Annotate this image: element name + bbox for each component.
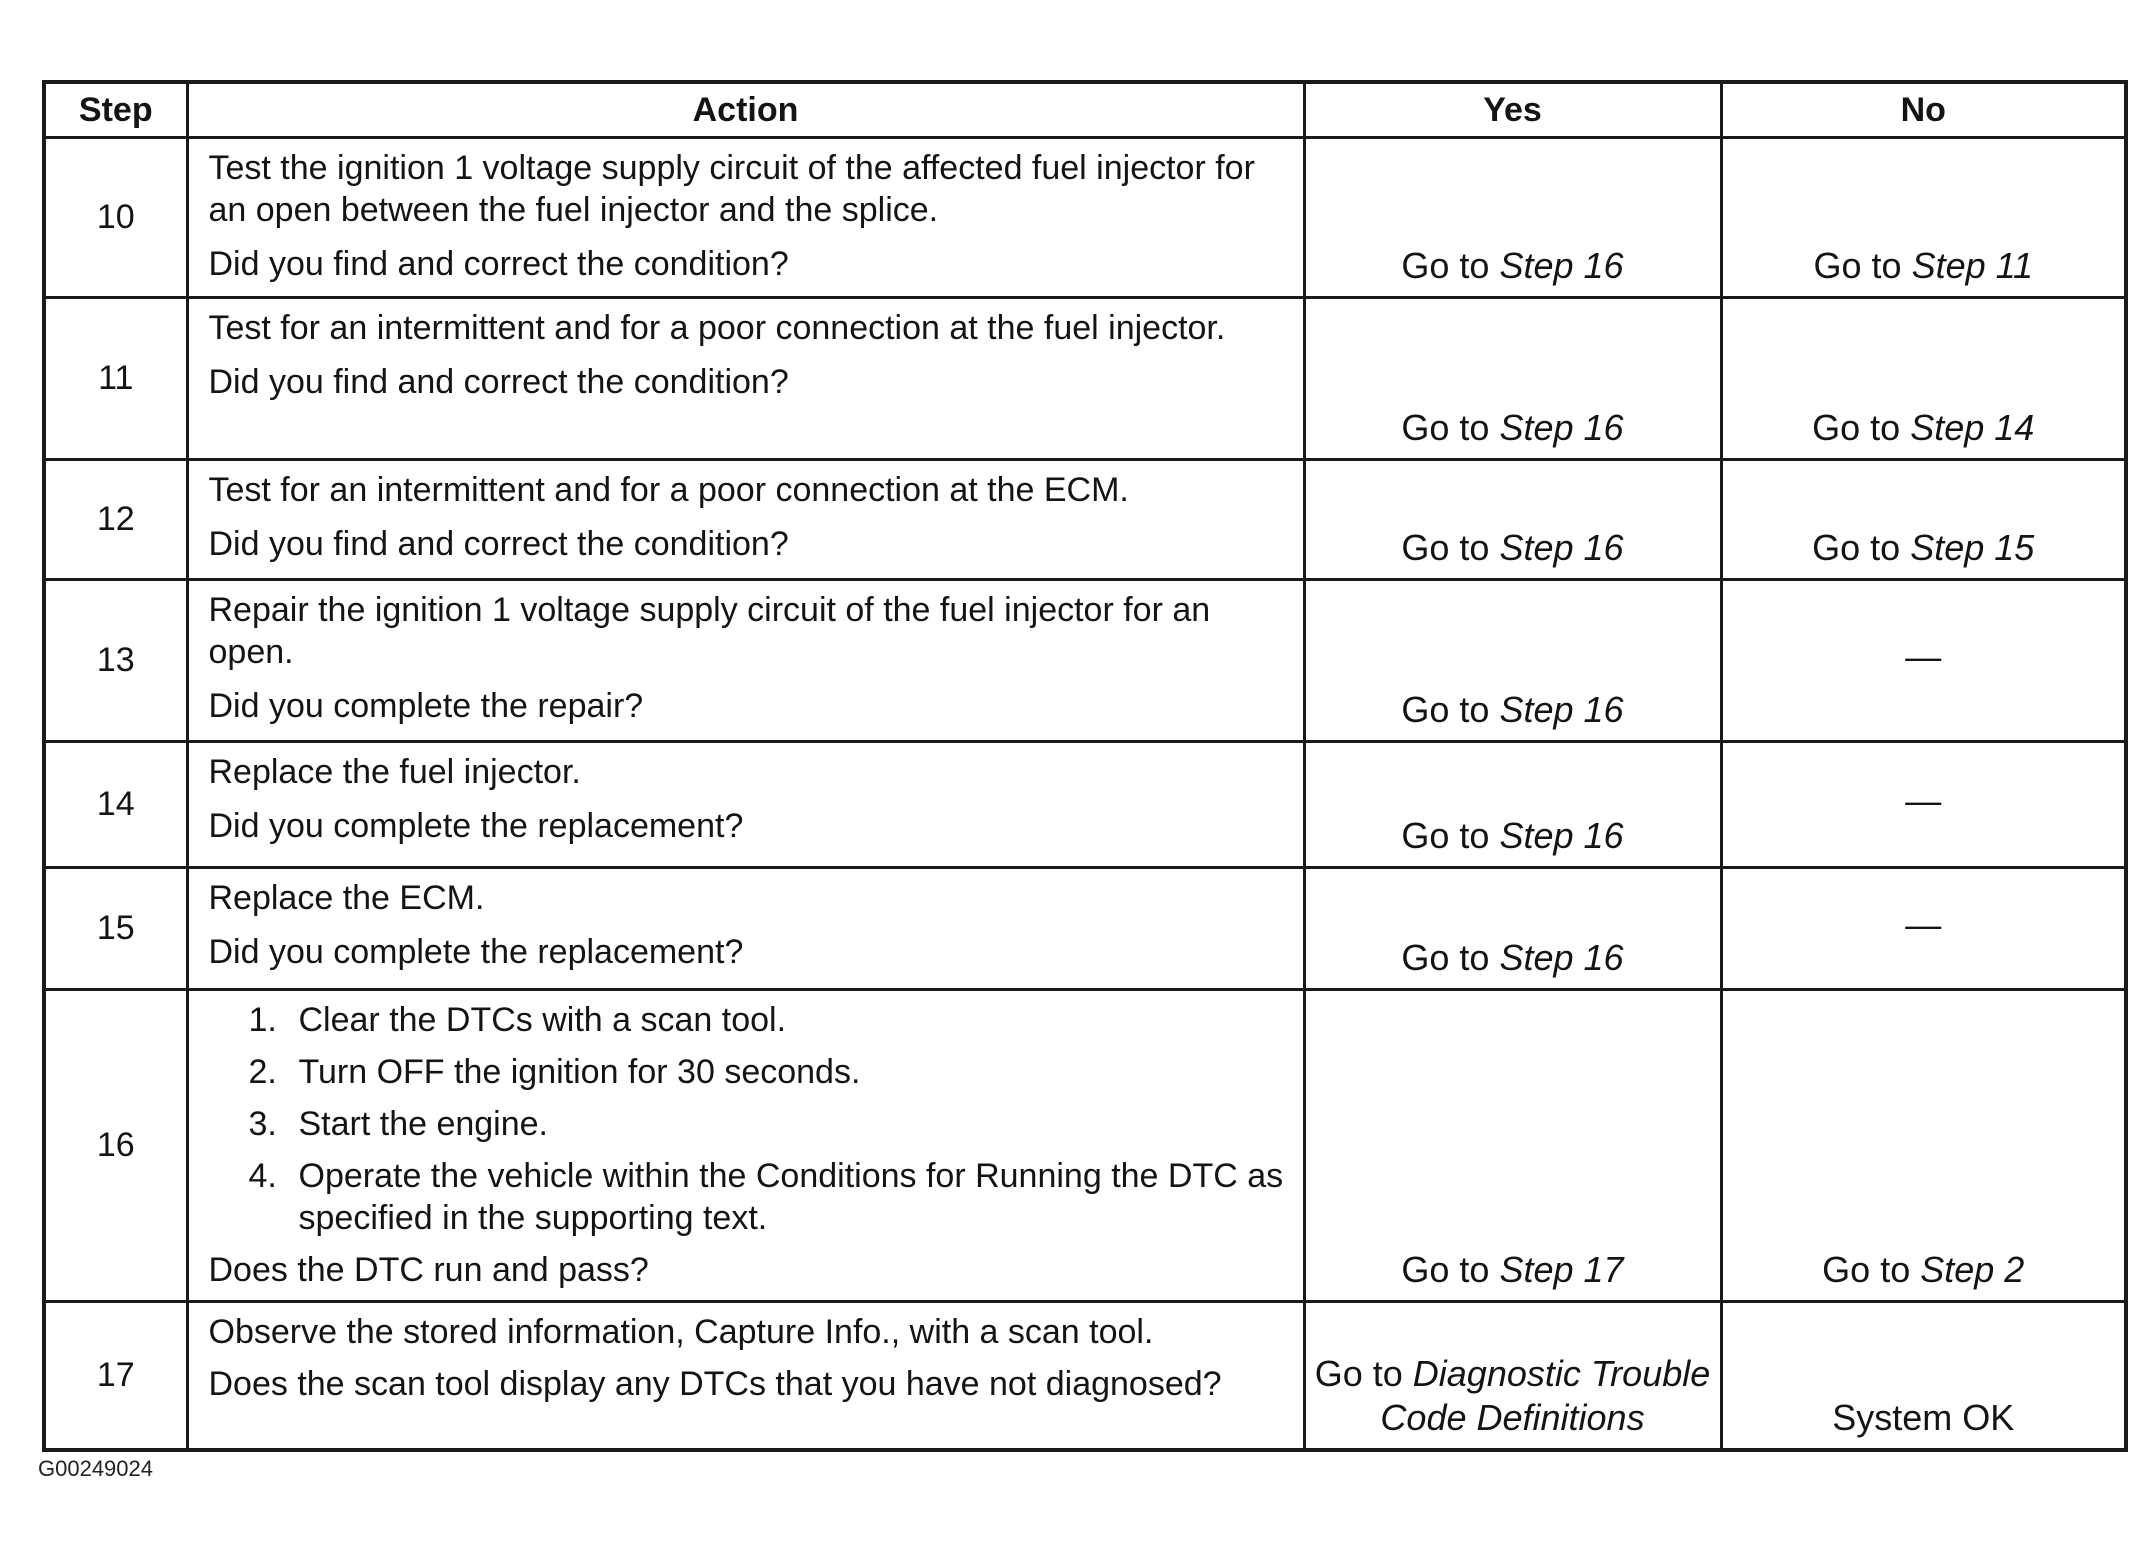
question-text: Did you find and correct the condition? [208, 525, 789, 563]
no-step-link[interactable]: Step 15 [1910, 527, 2035, 568]
action-text: Test the ignition 1 voltage supply circuit of the affected fuel injector for an open between the fuel injector and the splice. [208, 149, 1255, 229]
yes-step-link[interactable]: Step 16 [1499, 689, 1624, 730]
yes-cell [1304, 1302, 1721, 1450]
yes-prefix: Go to [1401, 245, 1500, 286]
step-number: 12 [44, 460, 187, 580]
list-item [249, 1051, 1289, 1093]
table-row [44, 138, 2126, 298]
header-step: Step [44, 82, 187, 138]
yes-step-link[interactable]: Step 16 [1499, 245, 1624, 286]
yes-step-link[interactable]: Step 17 [1499, 1249, 1624, 1290]
list-text: Turn OFF the ignition for 30 seconds. [298, 1053, 861, 1091]
action-text: Observe the stored information, Capture Info., with a scan tool. [208, 1313, 1154, 1351]
yes-step-link[interactable]: Step 16 [1499, 527, 1624, 568]
action-cell [187, 742, 1304, 868]
action-cell [187, 460, 1304, 580]
no-prefix: Go to [1822, 1249, 1921, 1290]
question-text: Did you find and correct the condition? [208, 363, 789, 401]
step-number: 15 [44, 868, 187, 990]
yes-diagnostic-link[interactable]: Diagnostic Trouble Code Definitions [1380, 1352, 1711, 1438]
yes-cell [1304, 460, 1721, 580]
question-text: Did you find and correct the condition? [208, 245, 789, 283]
list-item [249, 1155, 1289, 1239]
yes-prefix: Go to [1401, 689, 1500, 730]
header-row [44, 82, 2126, 138]
yes-step-link[interactable]: Step 16 [1499, 407, 1624, 448]
action-cell [187, 138, 1304, 298]
yes-step-link[interactable]: Step 16 [1499, 937, 1624, 978]
question-text: Does the scan tool display any DTCs that you have not diagnosed? [208, 1365, 1222, 1403]
no-dash: — [1905, 903, 1942, 945]
question-text: Does the DTC run and pass? [208, 1251, 649, 1289]
no-dash: — [1905, 635, 1942, 677]
table-row [44, 868, 2126, 990]
list-number: 4. [248, 1157, 277, 1195]
question-text: Did you complete the replacement? [208, 807, 744, 845]
no-cell [1721, 138, 2126, 298]
no-prefix: Go to [1813, 245, 1912, 286]
action-text: Test for an intermittent and for a poor connection at the fuel injector. [208, 309, 1226, 347]
step-number: 17 [44, 1302, 187, 1450]
yes-prefix: Go to [1401, 527, 1500, 568]
yes-prefix: Go to [1401, 1249, 1500, 1290]
no-cell [1721, 990, 2126, 1302]
action-text: Test for an intermittent and for a poor connection at the ECM. [208, 471, 1129, 509]
yes-cell [1304, 298, 1721, 460]
no-cell [1721, 742, 2126, 868]
question-text: Did you complete the repair? [208, 687, 644, 725]
header-action: Action [187, 82, 1304, 138]
yes-cell [1304, 742, 1721, 868]
yes-prefix: Go to [1401, 937, 1500, 978]
action-text: Replace the fuel injector. [208, 753, 581, 791]
no-cell [1721, 460, 2126, 580]
question-text: Did you complete the replacement? [208, 933, 744, 971]
table-row [44, 742, 2126, 868]
action-cell [187, 298, 1304, 460]
yes-cell [1304, 990, 1721, 1302]
yes-cell [1304, 868, 1721, 990]
yes-prefix: Go to [1314, 1352, 1413, 1394]
yes-prefix: Go to [1401, 815, 1500, 856]
list-number: 1. [248, 1001, 277, 1039]
action-cell [187, 1302, 1304, 1450]
no-step-link[interactable]: Step 14 [1910, 407, 2035, 448]
no-cell [1721, 1302, 2126, 1450]
yes-step-link[interactable]: Step 16 [1499, 815, 1624, 856]
list-item [249, 999, 1289, 1041]
no-cell [1721, 868, 2126, 990]
yes-prefix: Go to [1401, 407, 1500, 448]
no-dash: — [1905, 779, 1942, 821]
action-text: Replace the ECM. [208, 879, 485, 917]
action-cell [187, 868, 1304, 990]
no-cell [1721, 580, 2126, 742]
system-ok-text: System OK [1832, 1396, 2015, 1438]
no-step-link[interactable]: Step 2 [1920, 1249, 2025, 1290]
list-text: Operate the vehicle within the Conditions for Running the DTC as specified in the supporting text. [298, 1157, 1284, 1237]
step-number: 10 [44, 138, 187, 298]
no-prefix: Go to [1812, 527, 1911, 568]
list-number: 2. [248, 1053, 277, 1091]
header-no: No [1721, 82, 2126, 138]
procedure-list [209, 999, 1289, 1239]
figure-id: G00249024 [38, 1456, 153, 1481]
no-step-link[interactable]: Step 11 [1911, 245, 2033, 286]
list-text: Clear the DTCs with a scan tool. [298, 1001, 787, 1039]
action-cell [187, 580, 1304, 742]
step-number: 16 [44, 990, 187, 1302]
table-row [44, 298, 2126, 460]
step-number: 13 [44, 580, 187, 742]
diagnostic-table [42, 80, 2128, 1452]
step-number: 11 [44, 298, 187, 460]
table-row [44, 580, 2126, 742]
action-text: Repair the ignition 1 voltage supply circuit of the fuel injector for an open. [208, 591, 1211, 671]
table-row [44, 1302, 2126, 1450]
list-number: 3. [248, 1105, 277, 1143]
list-item [249, 1103, 1289, 1145]
table-row [44, 460, 2126, 580]
action-cell [187, 990, 1304, 1302]
yes-cell [1304, 580, 1721, 742]
yes-cell [1304, 138, 1721, 298]
no-prefix: Go to [1812, 407, 1911, 448]
no-cell [1721, 298, 2126, 460]
step-number: 14 [44, 742, 187, 868]
list-text: Start the engine. [298, 1105, 549, 1143]
table-row [44, 990, 2126, 1302]
header-yes: Yes [1304, 82, 1721, 138]
